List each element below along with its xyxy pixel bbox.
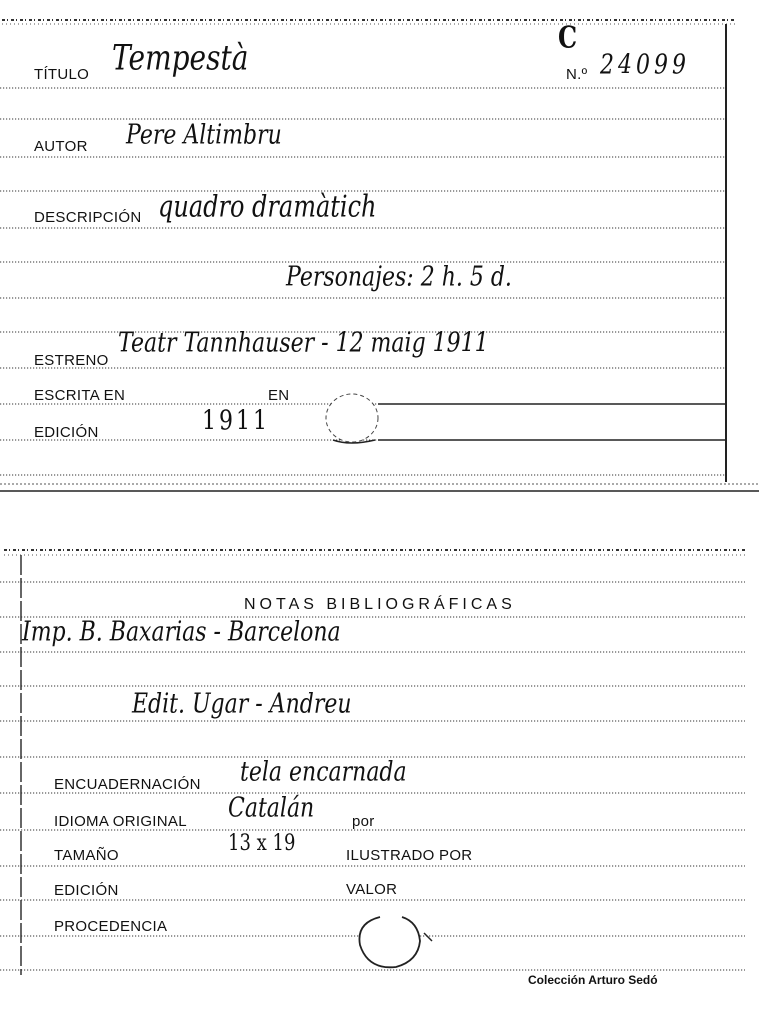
descripcion-value: quadro dramàtich xyxy=(158,189,377,224)
edicion-label-back: EDICIÓN xyxy=(54,882,119,899)
estreno-value: Teatr Tannhauser - 12 maig 1911 xyxy=(118,327,489,359)
idioma-label: IDIOMA ORIGINAL xyxy=(54,813,187,830)
autor-value: Pere Altimbru xyxy=(126,119,282,151)
note-line-2: Edit. Ugar - Andreu xyxy=(132,688,352,720)
collection-footer: Colección Arturo Sedó xyxy=(528,973,658,987)
descripcion-label: DESCRIPCIÓN xyxy=(34,209,142,226)
estreno-label: ESTRENO xyxy=(34,352,109,369)
titulo-value: Tempestà xyxy=(112,36,249,78)
autor-label: AUTOR xyxy=(34,138,88,155)
en-label: EN xyxy=(268,387,290,404)
numero-label: N.º xyxy=(566,66,588,83)
catalog-card-front xyxy=(0,0,759,495)
edicion-value: 1911 xyxy=(202,405,270,437)
escrita-label: ESCRITA EN xyxy=(34,387,126,404)
category-mark: C xyxy=(558,18,578,55)
valor-label: VALOR xyxy=(346,881,398,898)
ilustrado-label: ILUSTRADO POR xyxy=(346,847,473,864)
idioma-value: Catalán xyxy=(228,792,315,824)
note-line-1: Imp. B. Baxarias - Barcelona xyxy=(22,616,341,648)
procedencia-label: PROCEDENCIA xyxy=(54,918,168,935)
encuadernacion-label: ENCUADERNACIÓN xyxy=(54,776,201,793)
personajes-value: Personajes: 2 h. 5 d. xyxy=(286,261,512,293)
edicion-label: EDICIÓN xyxy=(34,424,99,441)
catalog-card-back xyxy=(0,545,759,1028)
numero-value: 24099 xyxy=(600,49,690,81)
tamano-label: TAMAÑO xyxy=(54,847,119,864)
tamano-value: 13 x 19 xyxy=(228,829,296,856)
por-label: por xyxy=(352,813,375,830)
notas-heading: NOTAS BIBLIOGRÁFICAS xyxy=(244,596,516,613)
encuadernacion-value: tela encarnada xyxy=(240,756,407,788)
titulo-label: TÍTULO xyxy=(34,66,90,83)
